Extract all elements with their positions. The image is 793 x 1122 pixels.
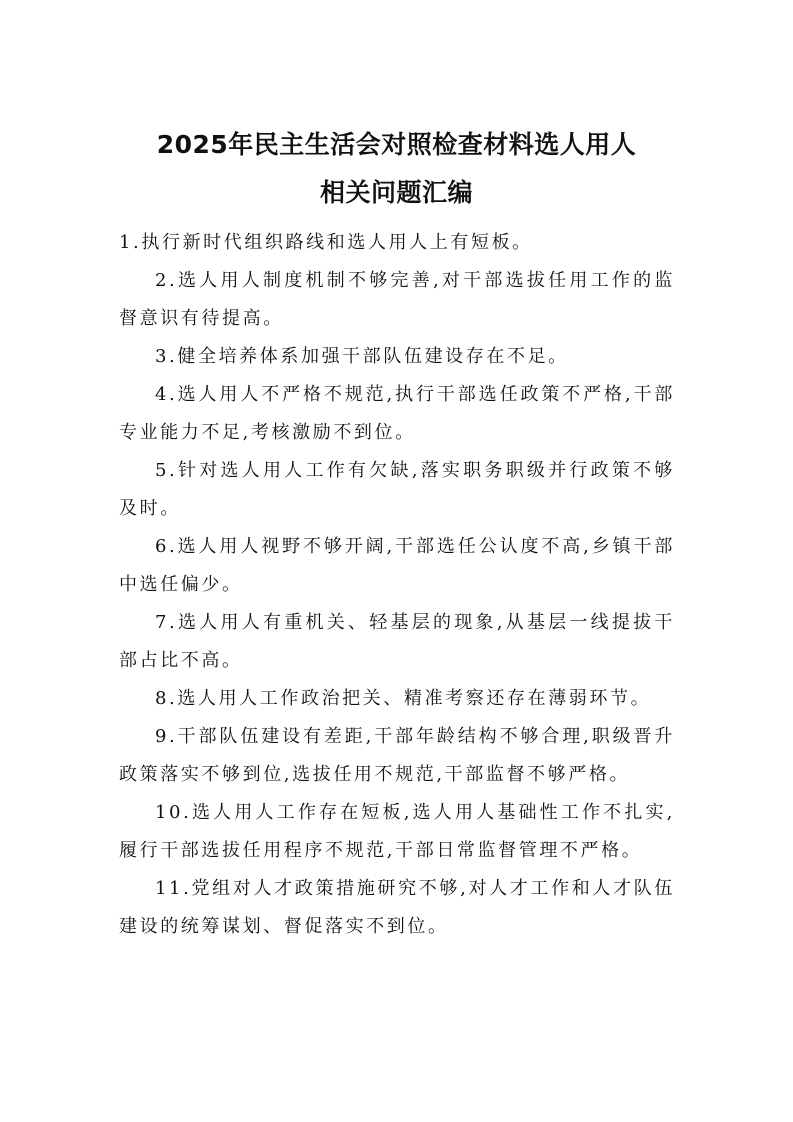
paragraph-5: 5.针对选人用人工作有欠缺,落实职务职级并行政策不够及时。 [119, 460, 675, 519]
paragraph-8: 8.选人用人工作政治把关、精准考察还存在薄弱环节。 [155, 688, 652, 709]
paragraph-11: 11.党组对人才政策措施研究不够,对人才工作和人才队伍建设的统筹谋划、督促落实不到位。 [119, 878, 675, 937]
paragraph-7: 7.选人用人有重机关、轻基层的现象,从基层一线提拔干部占比不高。 [119, 612, 675, 671]
document-body [119, 224, 675, 946]
document-title-line-2: 相关问题汇编 [319, 178, 473, 207]
paragraph-6: 6.选人用人视野不够开阔,干部选任公认度不高,乡镇干部中选任偏少。 [119, 536, 675, 595]
paragraph-2: 2.选人用人制度机制不够完善,对干部选拔任用工作的监督意识有待提高。 [119, 270, 675, 329]
paragraph-4: 4.选人用人不严格不规范,执行干部选任政策不严格,干部专业能力不足,考核激励不到位。 [119, 384, 675, 443]
document-title-line-1: 2025年民主生活会对照检查材料选人用人 [156, 130, 637, 159]
paragraph-10: 10.选人用人工作存在短板,选人用人基础性工作不扎实,履行干部选拔任用程序不规范,干部日常监督管理不严格。 [119, 802, 675, 861]
paragraph-1: 1.执行新时代组织路线和选人用人上有短板。 [119, 232, 533, 253]
paragraph-9: 9.干部队伍建设有差距,干部年龄结构不够合理,职级晋升政策落实不够到位,选拔任用不规范,干部监督不够严格。 [119, 726, 675, 785]
paragraph-3: 3.健全培养体系加强干部队伍建设存在不足。 [155, 346, 569, 367]
